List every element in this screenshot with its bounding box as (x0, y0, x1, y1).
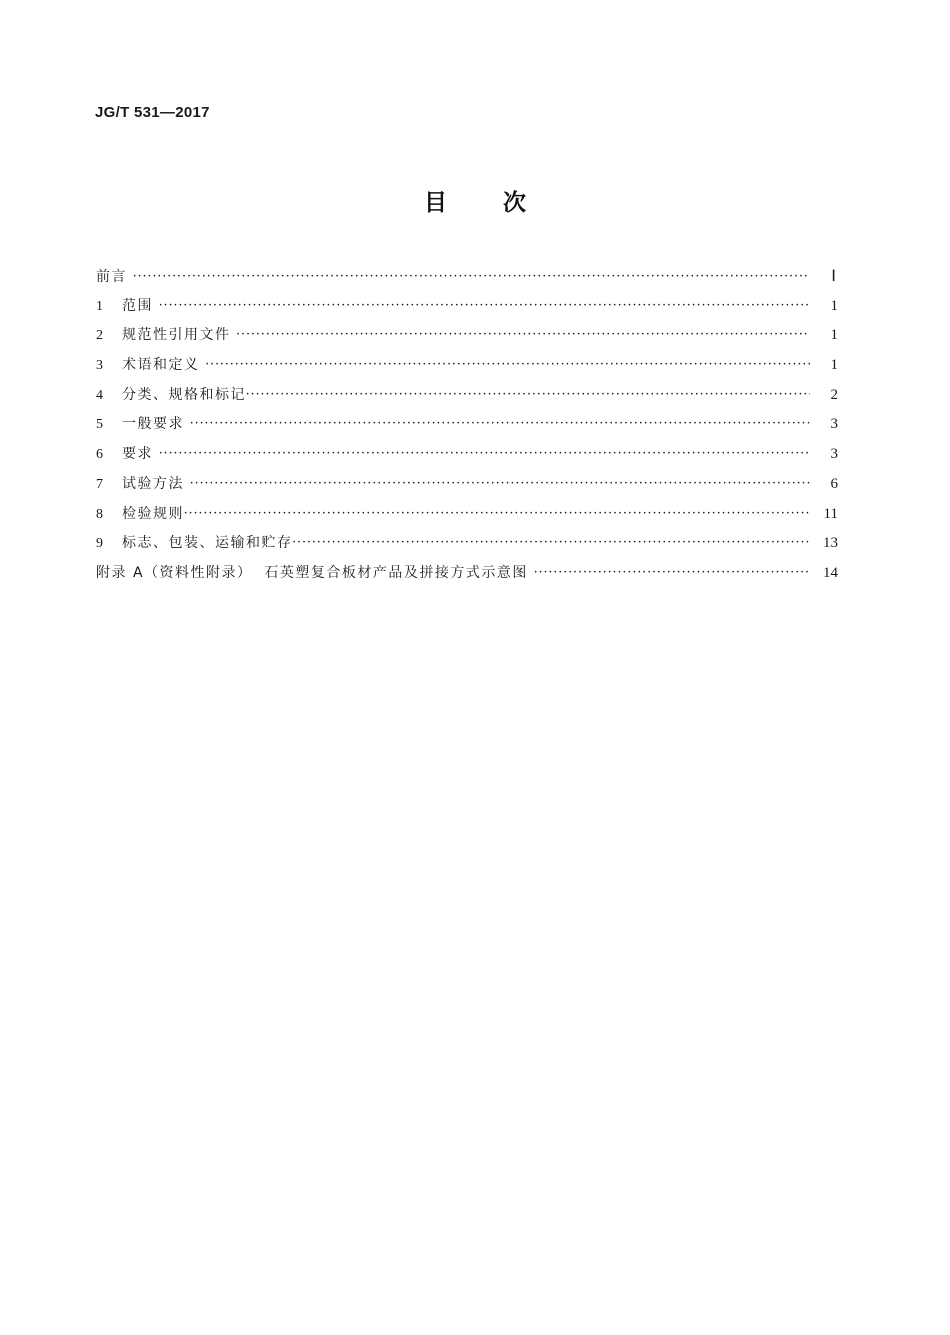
toc-leader-dots (159, 439, 810, 469)
toc-entry-label: 范围 (122, 297, 153, 314)
toc-entry-number: 1 (96, 298, 103, 314)
toc-entry-number: 3 (96, 358, 103, 374)
toc-entry-number: 6 (96, 447, 103, 463)
toc-entry-label: 标志、包装、运输和贮存 (122, 535, 293, 552)
toc-entry-number: 2 (96, 328, 103, 344)
toc-entry-label: 规范性引用文件 (122, 327, 231, 344)
toc-entry-page: 11 (823, 505, 838, 522)
toc-entry-page: 1 (830, 297, 838, 314)
toc-entry-3[interactable] (96, 351, 838, 381)
toc-leader-dots (246, 380, 810, 410)
toc-entry-label: 前言 (96, 269, 127, 285)
toc-leader-dots (159, 291, 810, 321)
toc-leader-dots (206, 350, 811, 380)
toc-entry-page: 1 (830, 327, 838, 344)
toc-leader-dots (237, 320, 811, 350)
toc-entry-page: 13 (823, 535, 838, 552)
toc-entry-number: 8 (96, 506, 103, 522)
toc-entry-label: 术语和定义 (122, 357, 200, 374)
toc-entry-number: 4 (96, 387, 103, 403)
toc-leader-dots (184, 499, 810, 529)
toc-entry-label: 试验方法 (122, 475, 184, 492)
toc-entry-5[interactable] (96, 410, 838, 440)
toc-entry-number: 5 (96, 417, 103, 433)
toc-entry-9[interactable] (96, 529, 838, 559)
toc-entry-label: 一般要求 (122, 416, 184, 433)
toc-leader-dots (293, 528, 811, 558)
toc-entry-8[interactable] (96, 500, 838, 530)
page-title (0, 184, 950, 217)
page-title-char-2: 次 (503, 190, 526, 216)
toc-leader-dots (133, 262, 808, 292)
toc-entry-4[interactable] (96, 381, 838, 411)
toc-entry-7[interactable] (96, 470, 838, 500)
toc-entry-page: Ⅰ (831, 268, 836, 285)
toc-entry-page: 3 (830, 416, 838, 433)
toc-entry-page: 2 (830, 386, 838, 403)
toc-entry-page: 14 (823, 564, 838, 581)
toc-leader-dots (190, 409, 810, 439)
table-of-contents (96, 262, 838, 589)
standard-code: JG/T 531—2017 (95, 104, 210, 121)
toc-entry-6[interactable] (96, 440, 838, 470)
toc-leader-dots (190, 469, 810, 499)
toc-entry-page: 1 (830, 357, 838, 374)
toc-entry-foreword[interactable] (96, 262, 838, 292)
page-title-char-1: 目 (424, 190, 447, 216)
toc-entry-label: 检验规则 (122, 505, 184, 522)
toc-entry-label: 要求 (122, 446, 153, 463)
toc-entry-number: 7 (96, 476, 103, 492)
toc-entry-label: 附录 A（资料性附录） 石英塑复合板材产品及拼接方式示意图 (96, 564, 528, 581)
toc-entry-label: 分类、规格和标记 (122, 386, 246, 403)
toc-leader-dots (534, 558, 810, 588)
toc-entry-1[interactable] (96, 292, 838, 322)
toc-entry-page: 3 (830, 446, 838, 463)
toc-entry-appendix-a[interactable] (96, 559, 838, 589)
toc-entry-number: 9 (96, 536, 103, 552)
toc-entry-2[interactable] (96, 321, 838, 351)
toc-entry-page: 6 (830, 475, 838, 492)
